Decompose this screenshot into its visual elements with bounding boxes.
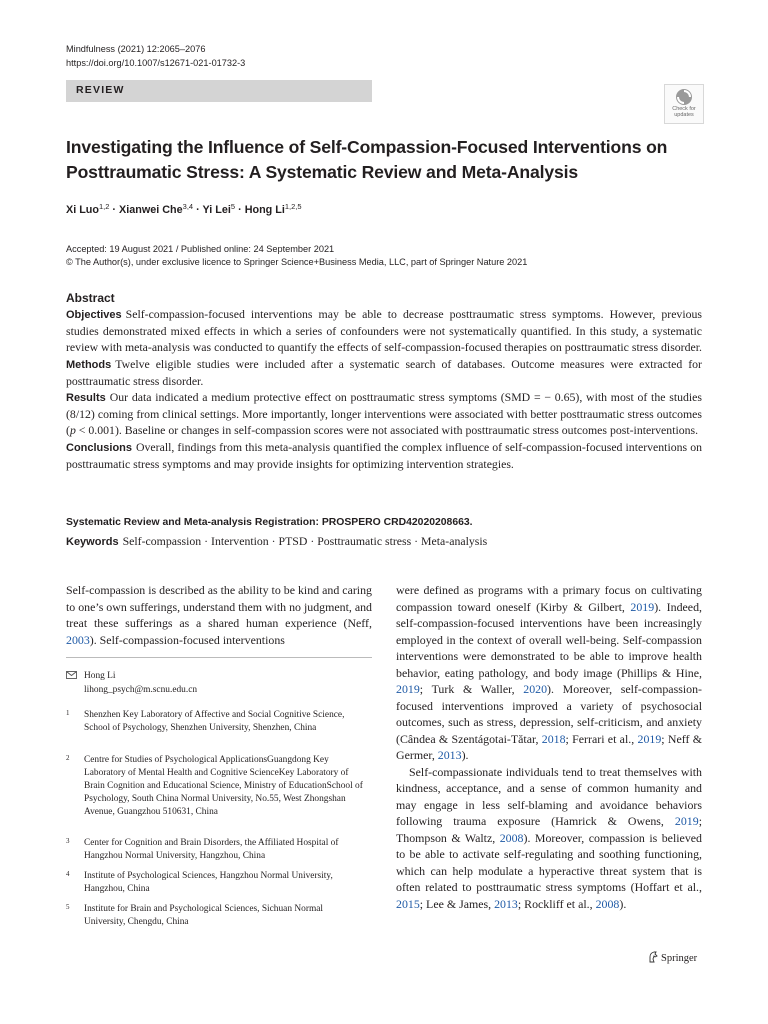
citation-link[interactable]: 2019 (630, 599, 655, 614)
publisher-name: Springer (661, 953, 698, 964)
citation-link[interactable]: 2019 (674, 814, 699, 828)
body-text: Self-compassion is described as the ability to be kind and caring to one’s own sufferings, understand them with no judgment, and treat these sufferings as a shared human experience (Neff, (66, 583, 372, 630)
body-text: ). (461, 748, 469, 762)
affiliation-number: 5 (66, 903, 70, 911)
abstract-methods (66, 356, 702, 389)
citation-link[interactable]: 2003 (66, 632, 90, 647)
check-updates-line2: updates (674, 112, 694, 118)
article-type-label: REVIEW (76, 84, 125, 96)
affiliation-text: Institute for Brain and Psychological Sciences, Sichuan Normal University, Chengdu, China (84, 904, 324, 927)
objectives-label: Objectives (66, 309, 122, 321)
author-affiliation-sup: 1,2,5 (284, 202, 302, 211)
journal-header (66, 42, 245, 70)
author-list (66, 202, 302, 216)
body-text: ; Rockliff et al., (517, 896, 596, 911)
results-text: Our data indicated a medium protective effect on posttraumatic stress symptoms (SMD = − 0.65), with most of the studies (8/12) coming from clinical settings. More importantly, longer interventions were associated with better posttraumatic stress outcomes ( (66, 390, 702, 438)
results-label: Results (66, 392, 106, 405)
copyright-line: © The Author(s), under exclusive licence to Springer Science+Business Media, LLC, part of Springer Nature 2021 (66, 257, 528, 267)
affiliation-text: Center for Cognition and Brain Disorders, the Affiliated Hospital of Hangzhou Normal University, Hangzhou, China (84, 838, 339, 861)
author-name[interactable]: Xianwei Che (119, 204, 183, 216)
conclusions-text: Overall, findings from this meta-analysis quantified the complex influence of self-compassion-focused interventions on posttraumatic stress symptoms and may provide insights for optimizing intervention strategies. (66, 439, 702, 471)
results-text-cont: < 0.001). Baseline or changes in self-compassion scores were not associated with posttraumatic stress outcomes post-interventions. (75, 423, 699, 438)
citation-link[interactable]: 2013 (437, 748, 462, 762)
citation-link[interactable]: 2015 (396, 896, 420, 911)
affiliation-item (66, 837, 366, 863)
affiliation-item (66, 903, 366, 929)
methods-text: Twelve eligible studies were included after a systematic search of databases. Outcome measures were extracted for posttraumatic stress disorder. (66, 356, 702, 388)
affiliation-text: Institute of Psychological Sciences, Hangzhou Normal University, Hangzhou, China (84, 871, 333, 894)
author-name[interactable]: Xi Luo (66, 204, 99, 216)
body-paragraph (66, 582, 372, 648)
keywords-text: Self-compassion · Intervention · PTSD · Posttraumatic stress · Meta-analysis (122, 534, 488, 548)
objectives-text: Self-compassion-focused interventions may be able to decrease posttraumatic stress symptoms. However, previous studies demonstrated mixed effects in which a series of confounders were not systematically quantified. In this study, a systematic review with meta-analysis was conducted to quantify the effects of self-compassion-focused therapies on posttraumatic stress disorder. (66, 307, 702, 355)
citation-link[interactable]: 2008 (595, 896, 620, 911)
body-column-left (66, 582, 372, 648)
body-text: ). (619, 896, 627, 911)
publisher-footer (648, 951, 697, 964)
affiliation-item (66, 870, 366, 896)
affiliation-item (66, 709, 366, 735)
check-updates-icon (675, 88, 693, 106)
author-affiliation-sup: 1,2 (99, 202, 110, 211)
body-text: ; Turk & Waller, (419, 682, 524, 696)
footnote-divider (66, 657, 372, 658)
citation-link[interactable]: 2020 (523, 682, 548, 696)
body-text: ; Lee & James, (419, 896, 495, 911)
conclusions-label: Conclusions (66, 441, 133, 454)
abstract-body (66, 306, 702, 472)
body-paragraph (396, 582, 702, 764)
keywords-label: Keywords (66, 536, 119, 548)
affiliation-text: Centre for Studies of Psychological ApplicationsGuangdong Key Laboratory of Mental Health and Cognitive ScienceKey Laboratory of Brain Cognition and Educational Science, Ministry of EducationSchool of Psychology, South China Normal University, No.55, West Zhongshan Avenue, Guangzhou 510631, China (84, 755, 363, 817)
abstract-results (66, 389, 702, 439)
springer-horse-icon (648, 951, 658, 963)
mail-icon (66, 671, 77, 679)
citation-link[interactable]: 2008 (499, 830, 524, 845)
affiliation-number: 3 (66, 837, 70, 845)
article-title: Investigating the Influence of Self-Compassion-Focused Interventions on Posttraumatic Stress: A Systematic Review and Meta-Analysis (66, 137, 668, 182)
body-text: were defined as programs with a primary focus on cultivating compassion toward oneself (Kirby & Gilbert, (396, 583, 702, 614)
citation-link[interactable]: 2019 (396, 682, 420, 696)
affiliation-item (66, 754, 366, 819)
accepted-published-line: Accepted: 19 August 2021 / Published online: 24 September 2021 (66, 244, 335, 254)
author-affiliation-sup: 5 (230, 202, 236, 211)
body-text: ; Neff & Germer, (396, 731, 702, 762)
registration-line: Systematic Review and Meta-analysis Registration: PROSPERO CRD42020208663. (66, 517, 473, 528)
methods-label: Methods (66, 358, 112, 371)
body-text: ). Moreover, self-compassion-focused interventions improved a variety of psychosocial outcomes, such as stress, depression, self-criticism, and anxiety (Cândea & Szentágotai-Tătar, (396, 682, 702, 746)
citation-link[interactable]: 2013 (494, 896, 518, 911)
author-name[interactable]: Hong Li (244, 204, 285, 216)
check-for-updates-badge[interactable] (664, 84, 704, 124)
journal-citation: Mindfulness (2021) 12:2065–2076 (66, 44, 206, 54)
affiliation-number: 2 (66, 754, 70, 762)
results-p-symbol: p (69, 423, 76, 438)
keywords-line (66, 534, 487, 549)
author-affiliation-sup: 3,4 (182, 202, 194, 211)
abstract-objectives (66, 306, 702, 356)
author-separator: · (109, 204, 120, 216)
abstract-conclusions (66, 439, 702, 472)
body-text: ; Thompson & Waltz, (396, 814, 702, 845)
author-separator: · (235, 204, 245, 216)
author-name[interactable]: Yi Lei (202, 204, 231, 216)
affiliation-number: 1 (66, 709, 70, 717)
affiliation-text: Shenzhen Key Laboratory of Affective and Social Cognitive Science, School of Psychology, Shenzhen University, Shenzhen, China (84, 710, 345, 733)
citation-link[interactable]: 2019 (637, 731, 662, 746)
check-updates-line1: Check for (672, 106, 696, 112)
affiliation-number: 4 (66, 870, 70, 878)
body-text: Self-compassionate individuals tend to treat themselves with kindness, acceptance, and a sense of common humanity and may engage in less self-blaming and avoidance behaviors following trauma exposure (Hamrick & Owens, (396, 764, 702, 828)
body-text: ). Self-compassion-focused interventions (89, 632, 285, 647)
body-text: ). Indeed, self-compassion-focused interventions have been increasingly employed in the context of overall well-being. Self-compassion interventions were demonstrated to be able to improve health behavior, eating pathology, and body image (Phillips & Hine, (396, 599, 702, 680)
body-text: ). Moreover, compassion is believed to be able to activate self-regulating and soothing functioning, which can help modulate a hyperactive threat system that is often related to posttraumatic stress symptoms (Hoffart et al., (396, 830, 702, 894)
body-text: ; Ferrari et al., (565, 731, 638, 746)
body-column-right (396, 582, 702, 912)
article-type-bar (66, 80, 372, 102)
citation-link[interactable]: 2018 (541, 731, 566, 746)
publication-dates (66, 243, 527, 269)
contact-name: Hong Li (84, 671, 116, 681)
doi-link[interactable]: https://doi.org/10.1007/s12671-021-01732-3 (66, 58, 246, 68)
author-separator: · (193, 204, 203, 216)
contact-email[interactable]: lihong_psych@m.scnu.edu.cn (84, 685, 198, 695)
body-paragraph (396, 764, 702, 913)
abstract-heading: Abstract (66, 291, 115, 305)
corresponding-author (66, 669, 197, 697)
